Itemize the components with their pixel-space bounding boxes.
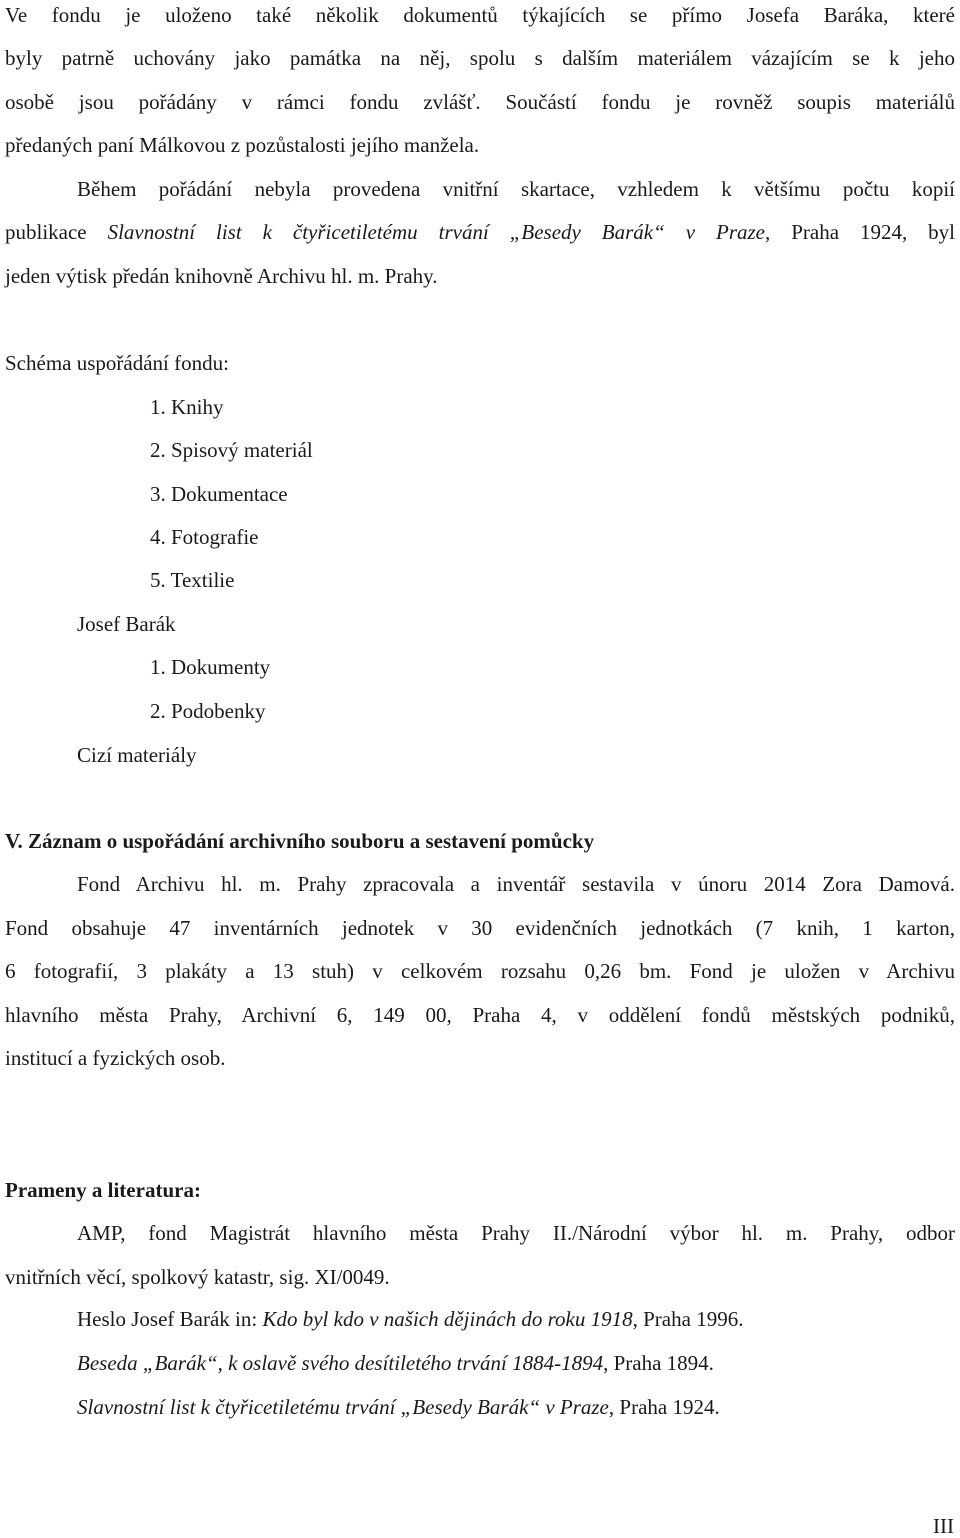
intro-line-3: osobě jsou pořádány v rámci fondu zvlášť. Součástí fondu je rovněž soupis materiálů [5,90,955,114]
section-line-1: Fond Archivu hl. m. Prahy zpracovala a inventář sestavila v únoru 2014 Zora Damová. [77,872,955,896]
list-item: 2. Podobenky [150,699,266,723]
skartace-line-1: Během pořádání nebyla provedena vnitřní skartace, vzhledem k většímu počtu kopií [77,177,955,201]
list-item: 3. Dokumentace [150,482,288,506]
intro-line-1: Ve fondu je uloženo také několik dokumentů týkajících se přímo Josefa Baráka, které [5,3,955,27]
section-line-5: institucí a fyzických osob. [5,1046,226,1070]
group-title-cizi-materialy: Cizí materiály [77,743,197,767]
list-item: 4. Fotografie [150,525,259,549]
sources-heading: Prameny a literatura: [5,1178,201,1202]
skartace-line-3: jeden výtisk předán knihovně Archivu hl. m. Prahy. [5,264,438,288]
page-number: III [933,1514,954,1538]
reference-2: Heslo Josef Barák in: Kdo byl kdo v našich dějinách do roku 1918, Praha 1996. [77,1307,744,1331]
reference-3: Beseda „Barák“, k oslavě svého desítiletého trvání 1884-1894, Praha 1894. [77,1351,714,1375]
publication-title: Slavnostní list k čtyřicetiletému trvání „Besedy Barák“ v Praze [107,220,766,244]
intro-line-4: předaných paní Málkovou z pozůstalosti jejího manžela. [5,133,480,157]
section-line-2: Fond obsahuje 47 inventárních jednotek v 30 evidenčních jednotkách (7 knih, 1 karton, [5,916,955,940]
list-item: 2. Spisový materiál [150,438,313,462]
section-line-3: 6 fotografií, 3 plakáty a 13 stuh) v celkovém rozsahu 0,26 bm. Fond je uložen v Archivu [5,959,955,983]
list-item: 1. Dokumenty [150,655,271,679]
reference-1-line-1: AMP, fond Magistrát hlavního města Prahy II./Národní výbor hl. m. Prahy, odbor [77,1221,955,1245]
section-heading: V. Záznam o uspořádání archivního souboru a sestavení pomůcky [5,829,595,853]
reference-1-line-2: vnitřních věcí, spolkový katastr, sig. XI/0049. [5,1265,390,1289]
skartace-line-2: publikace Slavnostní list k čtyřicetiletému trvání „Besedy Barák“ v Praze, Praha 1924, byl [5,220,955,244]
intro-line-2: byly patrně uchovány jako památka na něj, spolu s dalším materiálem vázajícím se k jeho [5,46,955,70]
reference-4: Slavnostní list k čtyřicetiletému trvání „Besedy Barák“ v Praze, Praha 1924. [77,1395,720,1419]
group-title-josef-barak: Josef Barák [77,612,176,636]
list-item: 1. Knihy [150,395,224,419]
schema-heading: Schéma uspořádání fondu: [5,351,229,375]
list-item: 5. Textilie [150,568,235,592]
section-line-4: hlavního města Prahy, Archivní 6, 149 00, Praha 4, v oddělení fondů městských podniků, [5,1003,955,1027]
